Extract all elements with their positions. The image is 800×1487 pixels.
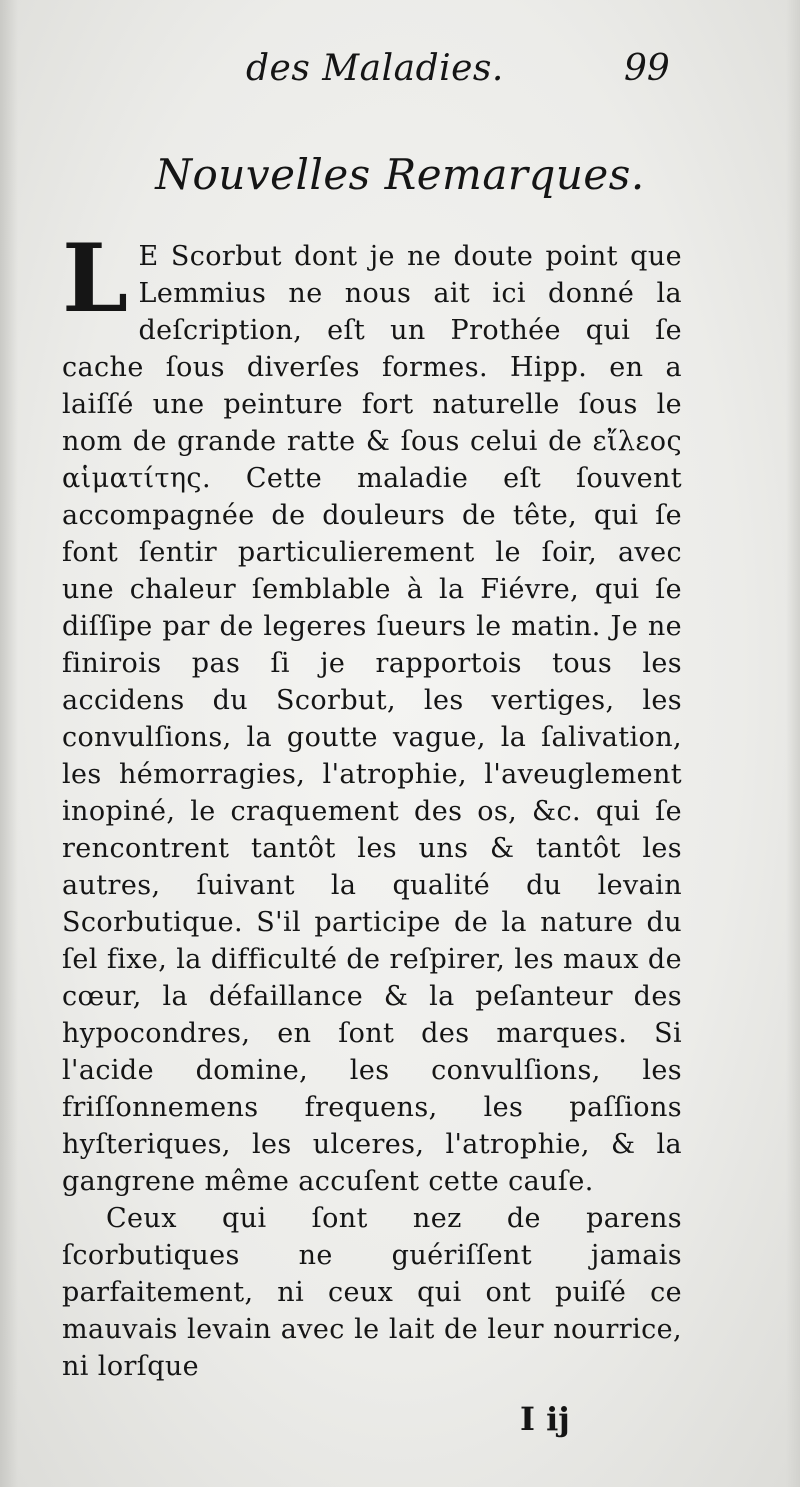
body-text [62,224,682,1385]
paragraph-2-text: Ceux qui ſont nez de parens ſcorbutiques ne guériſſent jamais parfaitement, ni ceux qui ont puiſé ce mauvais levain avec le lait de leur nourrice, ni lorſque [62,1203,682,1382]
paragraph-1 [62,224,682,1200]
page-number: 99 [624,48,670,89]
paragraph-1-text: E Scorbut dont je ne doute point que Lemmius ne nous ait ici donné la deſcription, eſt un Prothée qui ſe cache ſous diverſes formes. Hipp. en a laiſſé une peinture fort naturelle ſous le nom de grande ratte & ſous celui de εἴλεος αἱματίτης. Cette maladie eſt ſouvent accompagnée de douleurs de tête, qui ſe font ſentir particulierement le ſoir, avec une chaleur ſemblable à la Fiévre, qui ſe diſſipe par de legeres ſueurs le matin. Je ne finirois pas ſi je rapportois tous les accidens du Scorbut, les vertiges, les convulſions, la goutte vague, la ſalivation, les hémorragies, l'atrophie, l'aveuglement inopiné, le craquement des os, &c. qui ſe rencontrent tantôt les uns & tantôt les autres, ſuivant la qualité du levain Scorbutique. S'il participe de la nature du ſel fixe, la difficulté de reſpirer, les maux de cœur, la défaillance & la peſanteur des hypocondres, en ſont des marques. Si l'acide domine, les convulſions, les friſſonnemens frequens, les paſſions hyſteriques, les ulceres, l'atrophie, & la gangrene même accuſent cette cauſe. [62,241,682,1197]
paragraph-2 [62,1200,682,1385]
running-head: des Maladies. [246,48,504,89]
signature-mark: I ij [520,1400,570,1438]
section-title: Nouvelles Remarques. [155,150,645,199]
drop-cap: L [62,224,129,334]
